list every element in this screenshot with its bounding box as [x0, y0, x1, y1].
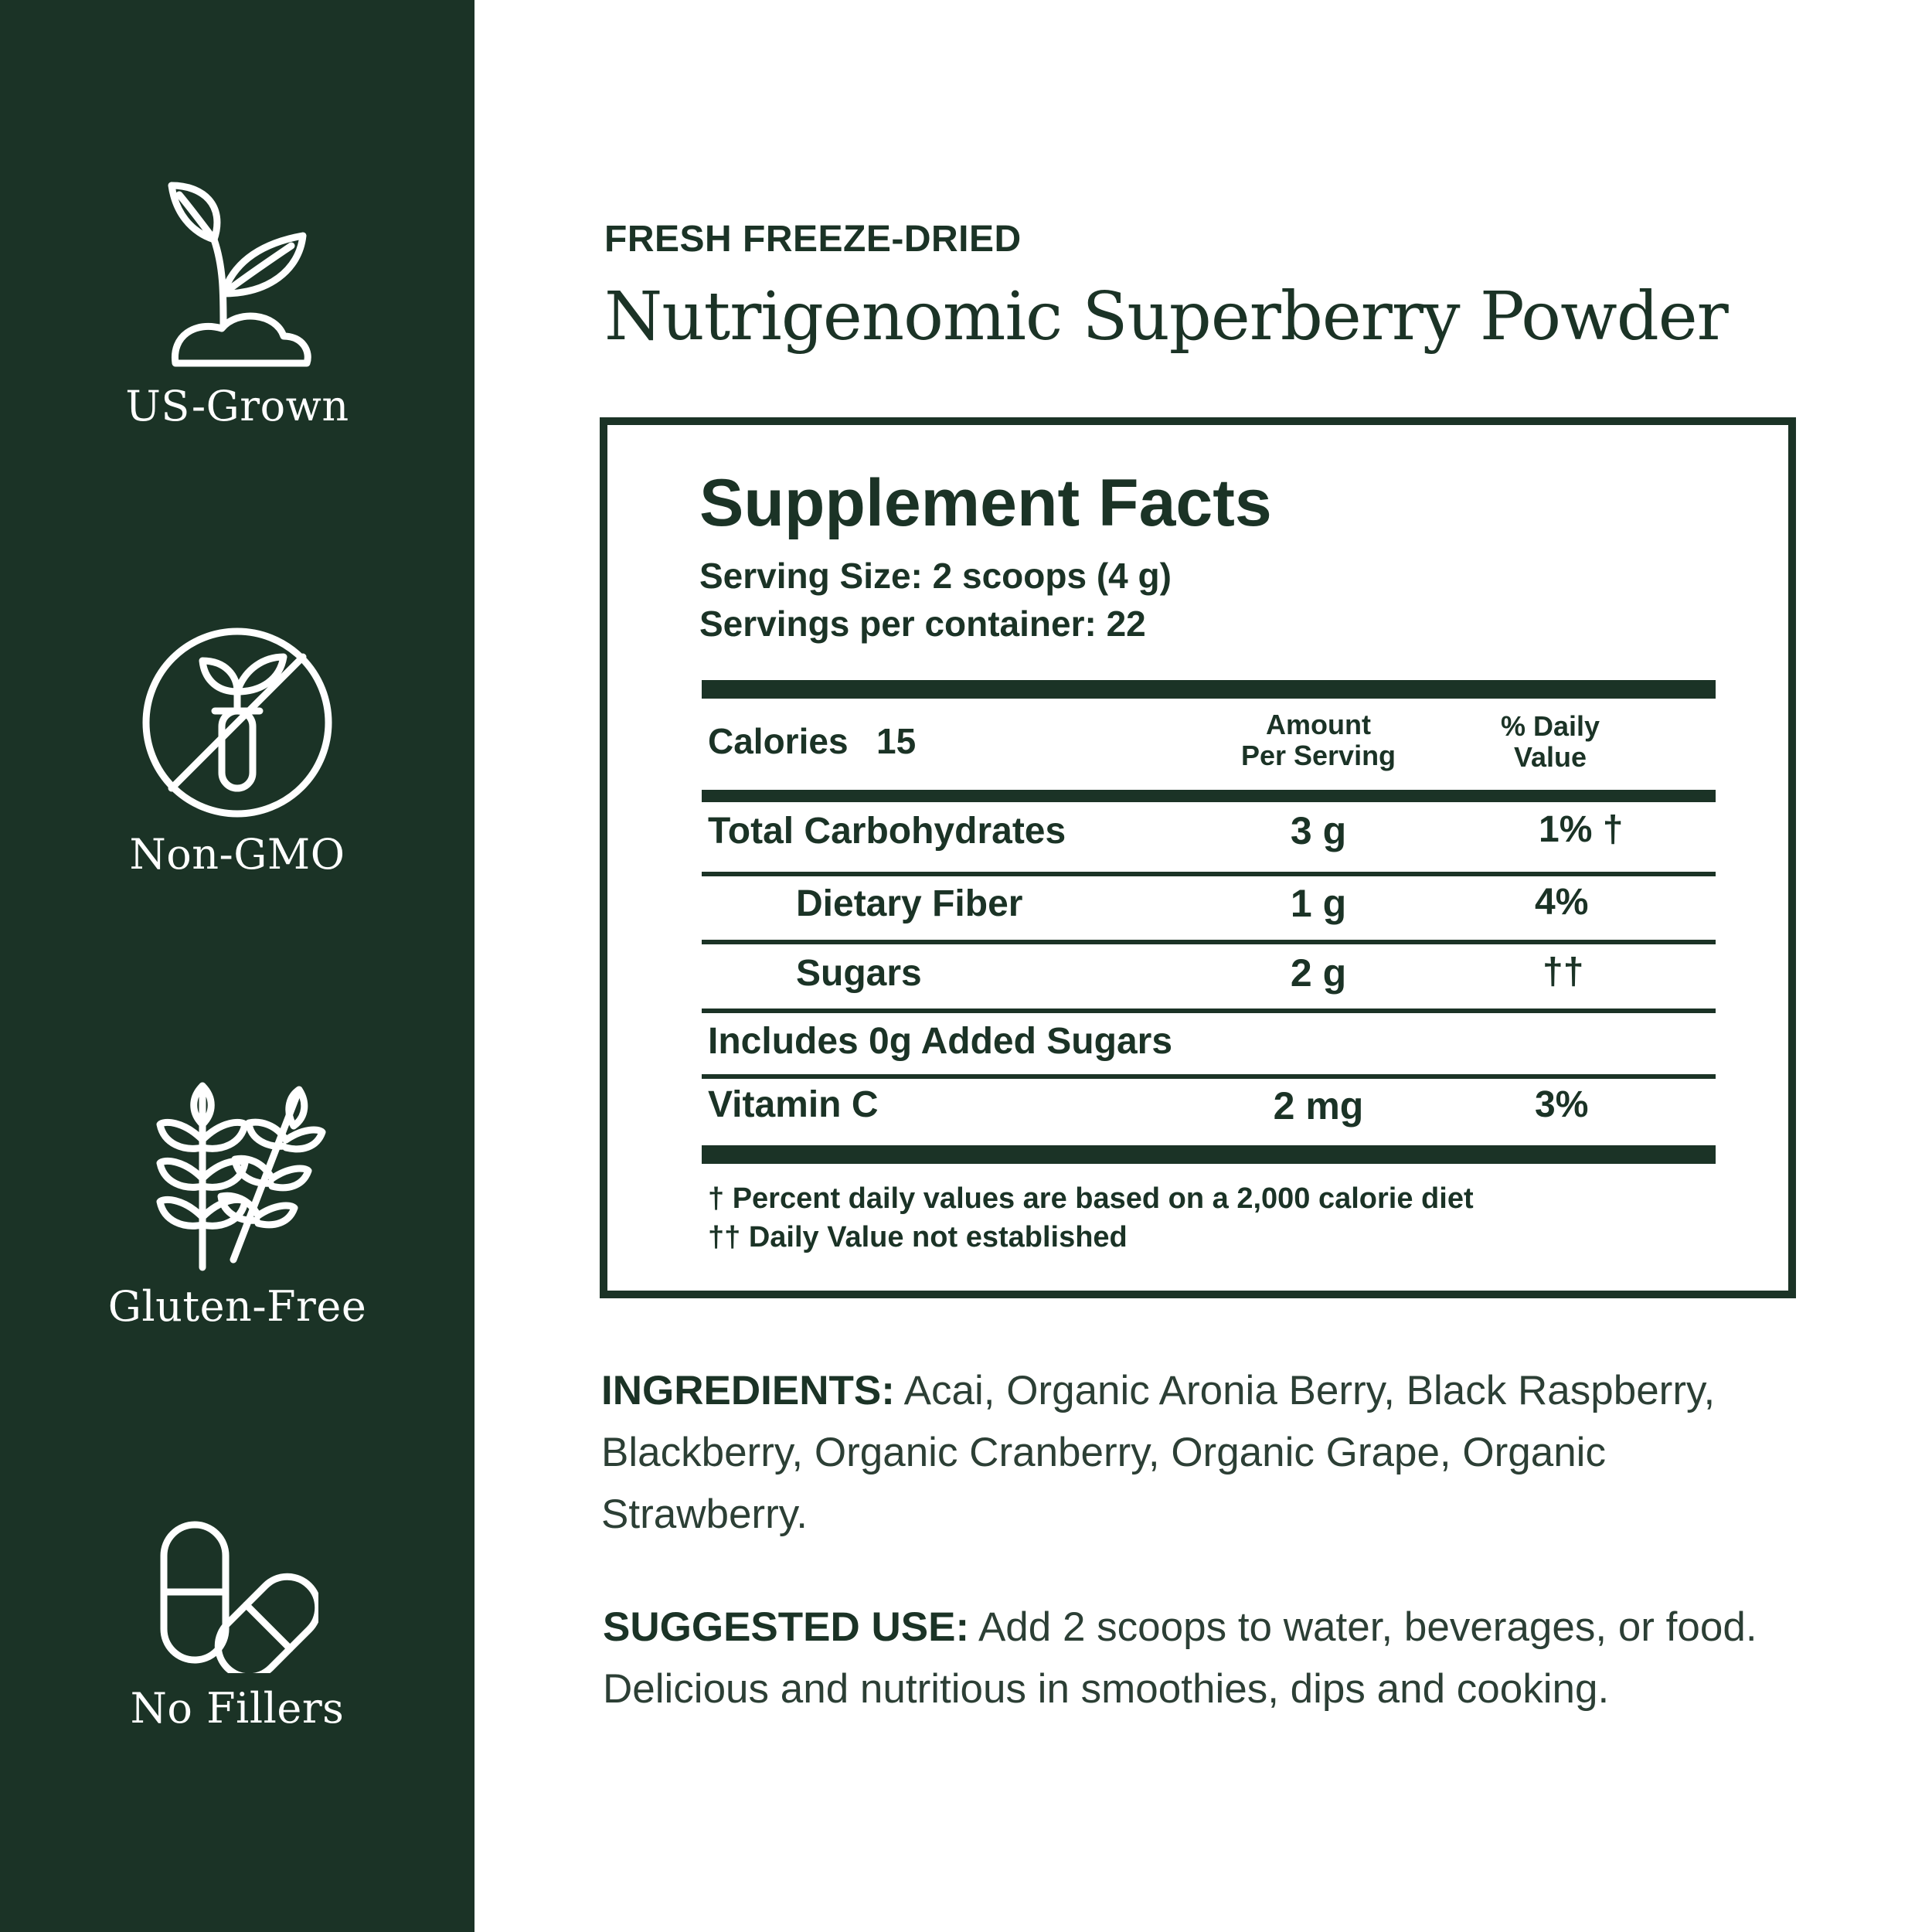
row-divider — [702, 1009, 1716, 1013]
sidebar — [0, 0, 474, 1932]
badge-no-fillers — [0, 1519, 474, 1733]
row-divider — [702, 1074, 1716, 1079]
col-header-dv-line2: Value — [1513, 741, 1587, 773]
thick-divider — [702, 680, 1716, 699]
ingredients-paragraph — [601, 1360, 1807, 1546]
facts-title: Supplement Facts — [699, 466, 1272, 540]
ingredients-label: INGREDIENTS: — [601, 1368, 895, 1413]
page-title: Nutrigenomic Superberry Powder — [604, 278, 1728, 355]
thick-divider — [702, 1145, 1716, 1164]
calories-label: Calories — [708, 721, 849, 761]
col-header-amount-line2: Per Serving — [1240, 740, 1396, 771]
badge-us-grown — [0, 178, 474, 430]
ingredients-text: Acai, Organic Aronia Berry, Black Raspberry, Blackberry, Organic Cranberry, Organic Grape, Organic Strawberry. — [601, 1368, 1716, 1537]
col-header-amount-line1: Amount — [1266, 709, 1371, 740]
col-header-daily-value — [1458, 711, 1643, 773]
nutrient-amount: 3 g — [1290, 809, 1347, 852]
nutrient-name: Dietary Fiber — [796, 883, 1023, 924]
servings-per-container: Servings per container: 22 — [699, 604, 1146, 644]
nutrient-amount: 2 mg — [1273, 1084, 1364, 1128]
nutrient-amount: 1 g — [1290, 882, 1347, 925]
badge-gluten-free — [0, 1070, 474, 1331]
non-gmo-icon — [141, 626, 334, 819]
col-header-amount — [1210, 709, 1427, 771]
capsules-icon — [156, 1519, 318, 1673]
nutrient-name: Includes 0g Added Sugars — [708, 1021, 1173, 1062]
badge-label: US-Grown — [125, 382, 349, 430]
medium-divider — [702, 790, 1716, 802]
nutrient-name: Vitamin C — [708, 1084, 879, 1125]
nutrient-daily-value: 3% — [1535, 1084, 1589, 1125]
badge-non-gmo — [0, 626, 474, 879]
nutrient-daily-value: 1% † — [1539, 809, 1624, 850]
wheat-icon — [148, 1070, 326, 1271]
badge-label: No Fillers — [130, 1684, 345, 1733]
badge-label: Gluten-Free — [107, 1282, 367, 1331]
nutrient-name: Total Carbohydrates — [708, 811, 1066, 852]
row-divider — [702, 872, 1716, 876]
nutrient-amount: 2 g — [1290, 951, 1347, 995]
serving-size: Serving Size: 2 scoops (4 g) — [699, 556, 1172, 596]
footnote-double-dagger: †† Daily Value not established — [708, 1221, 1128, 1253]
nutrient-name: Sugars — [796, 953, 922, 994]
eyebrow-text: FRESH FREEZE-DRIED — [604, 219, 1022, 260]
suggested-use-text: Add 2 scoops to water, beverages, or food. Delicious and nutritious in smoothies, dips and cooking. — [603, 1604, 1757, 1712]
footnote-dagger: † Percent daily values are based on a 2,000 calorie diet — [708, 1182, 1474, 1215]
calories-value: 15 — [876, 721, 917, 761]
suggested-use-label: SUGGESTED USE: — [603, 1604, 970, 1650]
col-header-dv-line1: % Daily — [1500, 710, 1600, 742]
badge-label: Non-GMO — [129, 830, 345, 879]
nutrient-daily-value: †† — [1543, 951, 1584, 992]
sprout-icon — [160, 178, 315, 371]
supplement-facts-panel — [600, 417, 1796, 1298]
row-divider — [702, 940, 1716, 944]
nutrient-daily-value: 4% — [1535, 882, 1589, 923]
suggested-use-paragraph — [603, 1597, 1808, 1720]
